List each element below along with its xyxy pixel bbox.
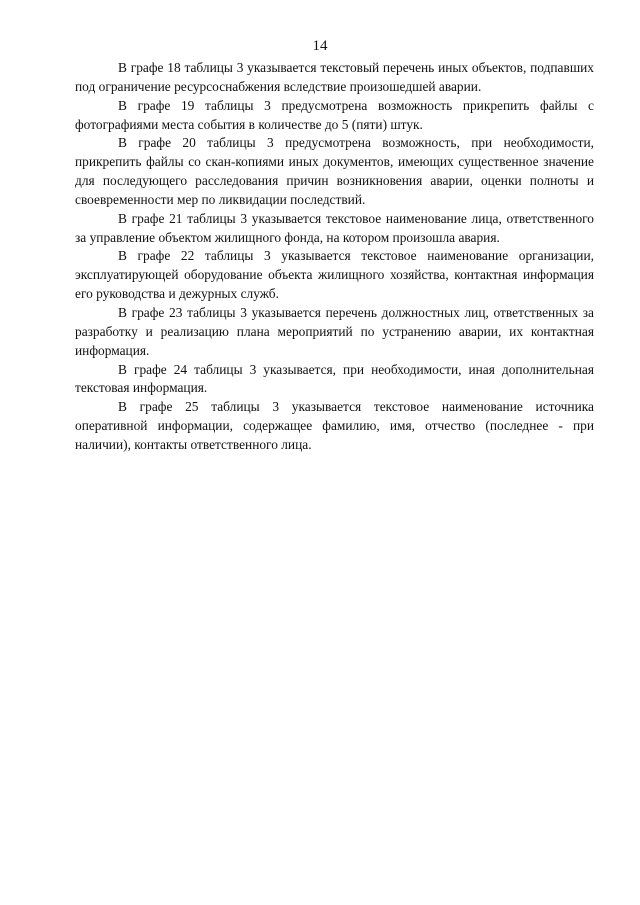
paragraph-column-25: В графе 25 таблицы 3 указывается текстовое наименование источника оперативной информации, содержащее фамилию, имя, отчество (последнее - при наличии), контакты ответственного лица. <box>75 399 594 452</box>
page-number: 14 <box>312 38 328 54</box>
paragraph-column-22: В графе 22 таблицы 3 указывается текстовое наименование организации, эксплуатирующей оборудование объекта жилищного хозяйства, контактная информация его руководства и дежурных служб. <box>75 248 594 302</box>
paragraph-column-21: В графе 21 таблицы 3 указывается текстовое наименование лица, ответственного за управление объектом жилищного фонда, на котором произошла авария. <box>75 210 594 245</box>
paragraph-column-23: В графе 23 таблицы 3 указывается перечень должностных лиц, ответственных за разработку и реализацию плана мероприятий по устранению аварии, их контактная информация. <box>75 304 594 358</box>
paragraph-column-18: В графе 18 таблицы 3 указывается текстовый перечень иных объектов, подпавших под ограничение ресурсоснабжения вследствие произошедшей аварии. <box>75 60 594 94</box>
paragraph-column-20: В графе 20 таблицы 3 предусмотрена возможность, при необходимости, прикрепить файлы со скан-копиями иных документов, имеющих существенное значение для последующего расследования причин возникновения аварии, оценки полноты и своевременности мер по ликвидации последствий. <box>75 135 594 207</box>
paragraph-column-19: В графе 19 таблицы 3 предусмотрена возможность прикрепить файлы с фотографиями места события в количестве до 5 (пяти) штук. <box>75 97 594 132</box>
document-body <box>75 59 594 455</box>
paragraph-column-24: В графе 24 таблицы 3 указывается, при необходимости, иная дополнительная текстовая информация. <box>75 361 594 396</box>
